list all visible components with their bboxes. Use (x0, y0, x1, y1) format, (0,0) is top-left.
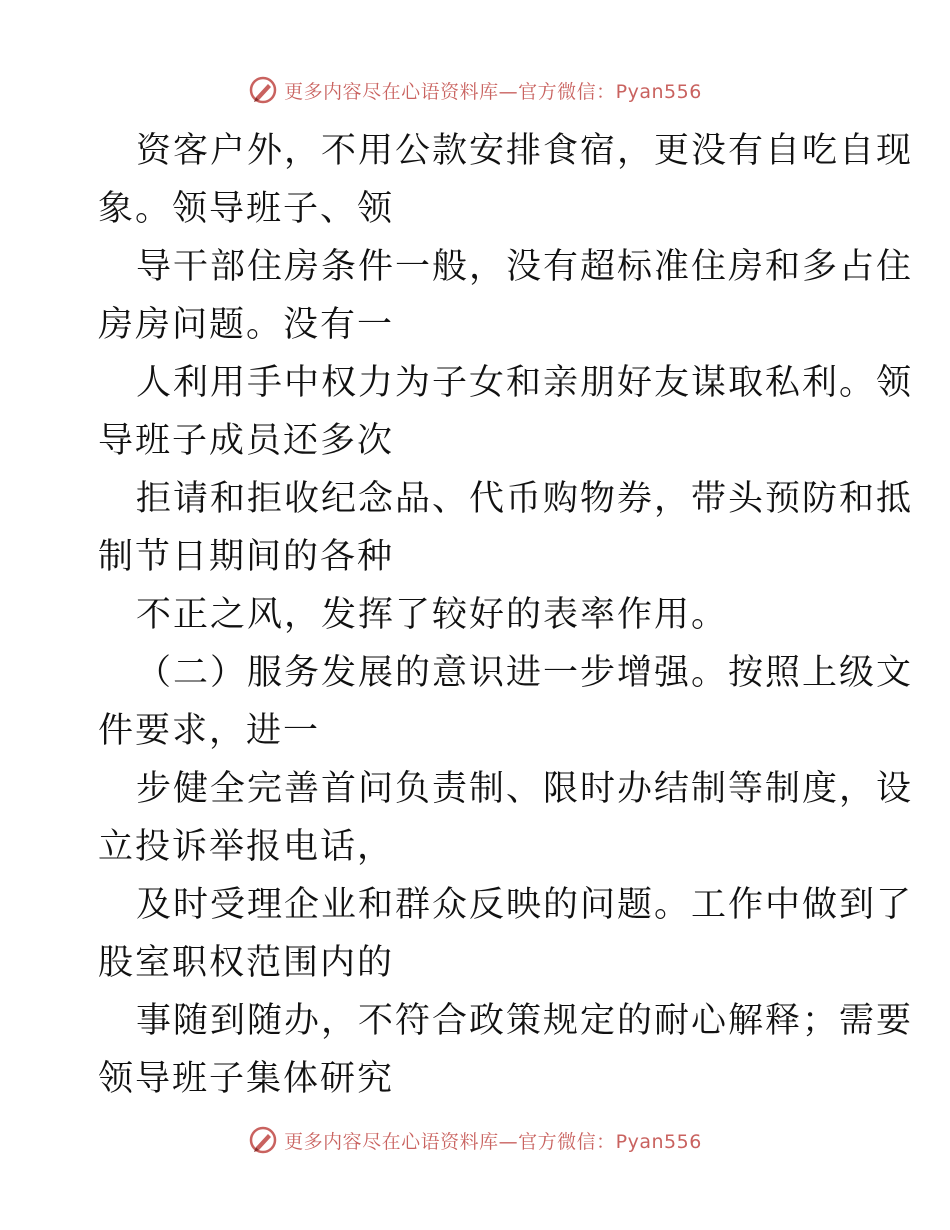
paragraph-2 (98, 238, 914, 354)
paragraph-line: 领导班子集体研究 (98, 1059, 395, 1099)
paragraph-line: 资客户外，不用公款安排食宿，更没有自吃自现 (136, 131, 914, 171)
paragraph-line: 拒请和拒收纪念品、代币购物券，带头预防和抵 (136, 479, 914, 519)
paragraph-line: 立投诉举报电话， (98, 827, 395, 867)
paragraph-line: 人利用手中权力为子女和亲朋好友谋取私利。领 (136, 363, 914, 403)
paragraph-line: 事随到随办，不符合政策规定的耐心解释；需要 (136, 1001, 914, 1041)
paragraph-1 (98, 122, 914, 238)
paragraph-line: 导干部住房条件一般，没有超标准住房和多占住 (136, 247, 914, 287)
header-banner-text: 更多内容尽在心语资料库—官方微信：Pyan556 (284, 80, 702, 103)
footer-banner-text: 更多内容尽在心语资料库—官方微信：Pyan556 (284, 1130, 702, 1153)
document-body (98, 122, 914, 1108)
paragraph-line: （二）服务发展的意识进一步增强。按照上级文 (136, 653, 914, 693)
header-banner (0, 70, 950, 110)
paragraph-line: 件要求，进一 (98, 711, 321, 751)
paragraph-line: 步健全完善首问负责制、限时办结制等制度，设 (136, 769, 914, 809)
paragraph-4 (98, 470, 914, 586)
pen-logo-icon (248, 75, 278, 105)
paragraph-line: 导班子成员还多次 (98, 421, 395, 461)
paragraph-line: 不正之风，发挥了较好的表率作用。 (136, 595, 729, 635)
paragraph-5 (98, 586, 858, 644)
paragraph-9 (98, 992, 914, 1108)
paragraph-3 (98, 354, 914, 470)
footer-banner (0, 1120, 950, 1160)
paragraph-6 (98, 644, 914, 760)
paragraph-line: 房房问题。没有一 (98, 305, 395, 345)
paragraph-line: 象。领导班子、领 (98, 189, 395, 229)
paragraph-line: 及时受理企业和群众反映的问题。工作中做到了 (136, 885, 914, 925)
paragraph-line: 股室职权范围内的 (98, 943, 395, 983)
paragraph-line: 制节日期间的各种 (98, 537, 395, 577)
paragraph-7 (98, 760, 914, 876)
pen-logo-icon (248, 1125, 278, 1155)
paragraph-8 (98, 876, 914, 992)
